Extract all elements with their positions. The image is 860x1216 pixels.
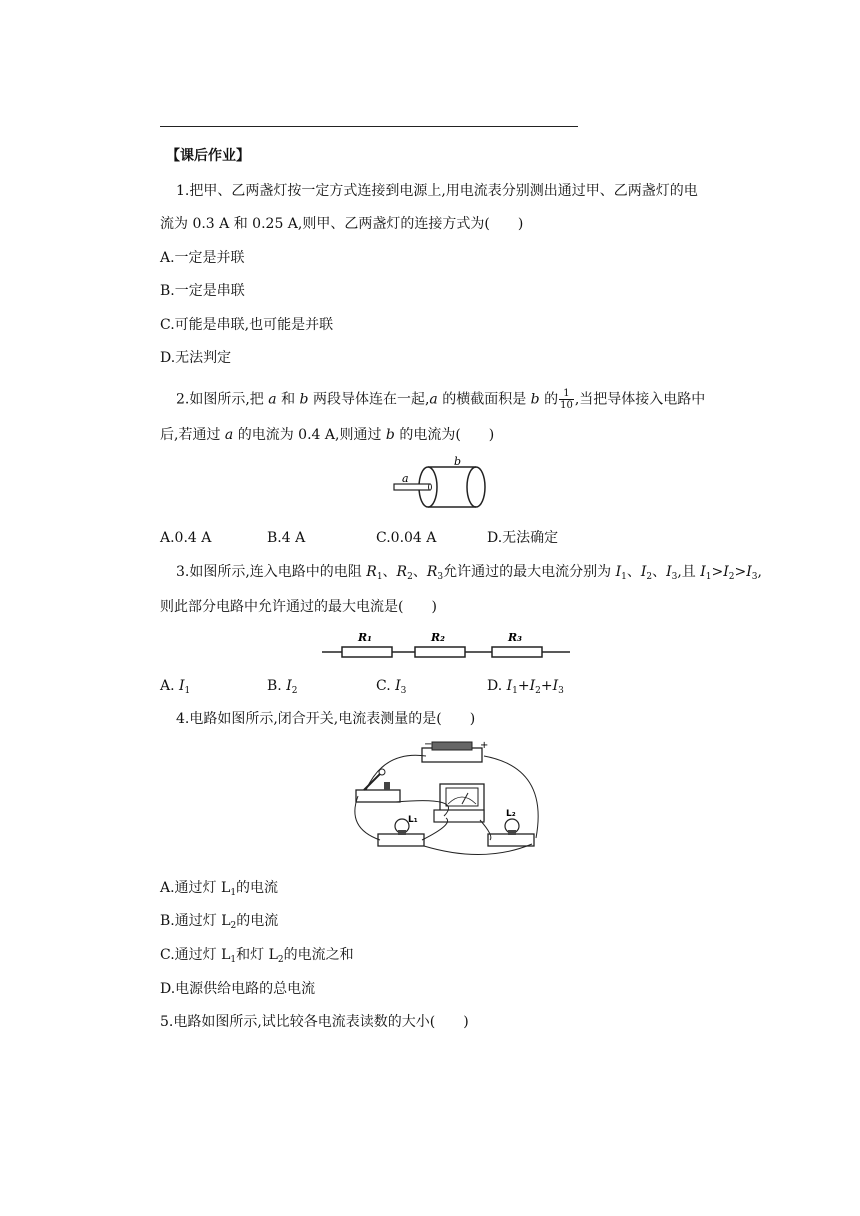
- q4-option-a: A.通过灯 $L_1$的电流: [160, 880, 279, 898]
- q1-option-c: C.可能是串联,也可能是并联: [160, 317, 334, 333]
- q3-stem-line2: 则此部分电路中允许通过的最大电流是( ): [160, 599, 437, 615]
- q3-stem-line1: 3.如图所示,连入电路中的电阻 $R_1$、$R_2$、$R_3$允许通过的最大电流分别为 $I_1$、$I_2$、$I_3$,且 $I_1>I_2>I_3$,: [176, 564, 762, 582]
- label-r3: R₃: [508, 631, 522, 644]
- label-l2: L₂: [506, 809, 516, 819]
- q3-option-b: B. $I_2$: [267, 678, 298, 696]
- q2-stem-line2: 后,若通过 a 的电流为 0.4 A,则通过 b 的电流为( ): [160, 427, 495, 443]
- q3-option-c: C. $I_3$: [376, 678, 407, 696]
- conductor-figure: [390, 456, 500, 518]
- q5-stem: 5.电路如图所示,试比较各电流表读数的大小( ): [160, 1014, 469, 1030]
- q4-option-b: B.通过灯 $L_2$的电流: [160, 913, 279, 931]
- svg-text:+: +: [480, 740, 489, 751]
- q1-stem-line2: 流为 0.3 A 和 0.25 A,则甲、乙两盏灯的连接方式为( ): [160, 216, 524, 232]
- resistor-series-figure: [322, 628, 570, 660]
- svg-text:−: −: [424, 739, 433, 750]
- label-r2: R₂: [431, 631, 445, 644]
- q1-option-a: A.一定是并联: [160, 250, 245, 266]
- q4-stem: 4.电路如图所示,闭合开关,电流表测量的是( ): [176, 711, 476, 727]
- q2-stem-line1: 2.如图所示,把 a 和 b 两段导体连在一起,a 的横截面积是 b 的 $\frac{1}{10}$ ,当把导体接入电路中: [176, 388, 706, 411]
- q2-option-c: C.0.04 A: [376, 530, 437, 546]
- q1-stem-line1: 1.把甲、乙两盏灯按一定方式连接到电源上,用电流表分别测出通过甲、乙两盏灯的电: [176, 183, 698, 199]
- q4-option-c: C.通过灯 $L_1$和灯 $L_2$的电流之和: [160, 947, 354, 965]
- circuit-figure: [344, 738, 556, 866]
- q2-option-b: B.4 A: [267, 530, 306, 546]
- header-rule: [160, 126, 578, 127]
- q3-option-d: D. $I_1+I_2+I_3$: [487, 678, 564, 696]
- q4-option-d: D.电源供给电路的总电流: [160, 981, 316, 997]
- label-r1: R₁: [358, 631, 372, 644]
- q1-option-d: D.无法判定: [160, 350, 232, 366]
- q2-option-d: D.无法确定: [487, 530, 559, 546]
- section-title: 【课后作业】: [166, 148, 250, 164]
- label-b: b: [454, 456, 462, 468]
- fraction: $\frac{1}{10}$: [560, 388, 573, 411]
- q3-option-a: A. $I_1$: [160, 678, 191, 696]
- q2-option-a: A.0.4 A: [160, 530, 212, 546]
- label-l1: L₁: [408, 815, 418, 825]
- label-a: a: [402, 472, 409, 485]
- q1-option-b: B.一定是串联: [160, 283, 245, 299]
